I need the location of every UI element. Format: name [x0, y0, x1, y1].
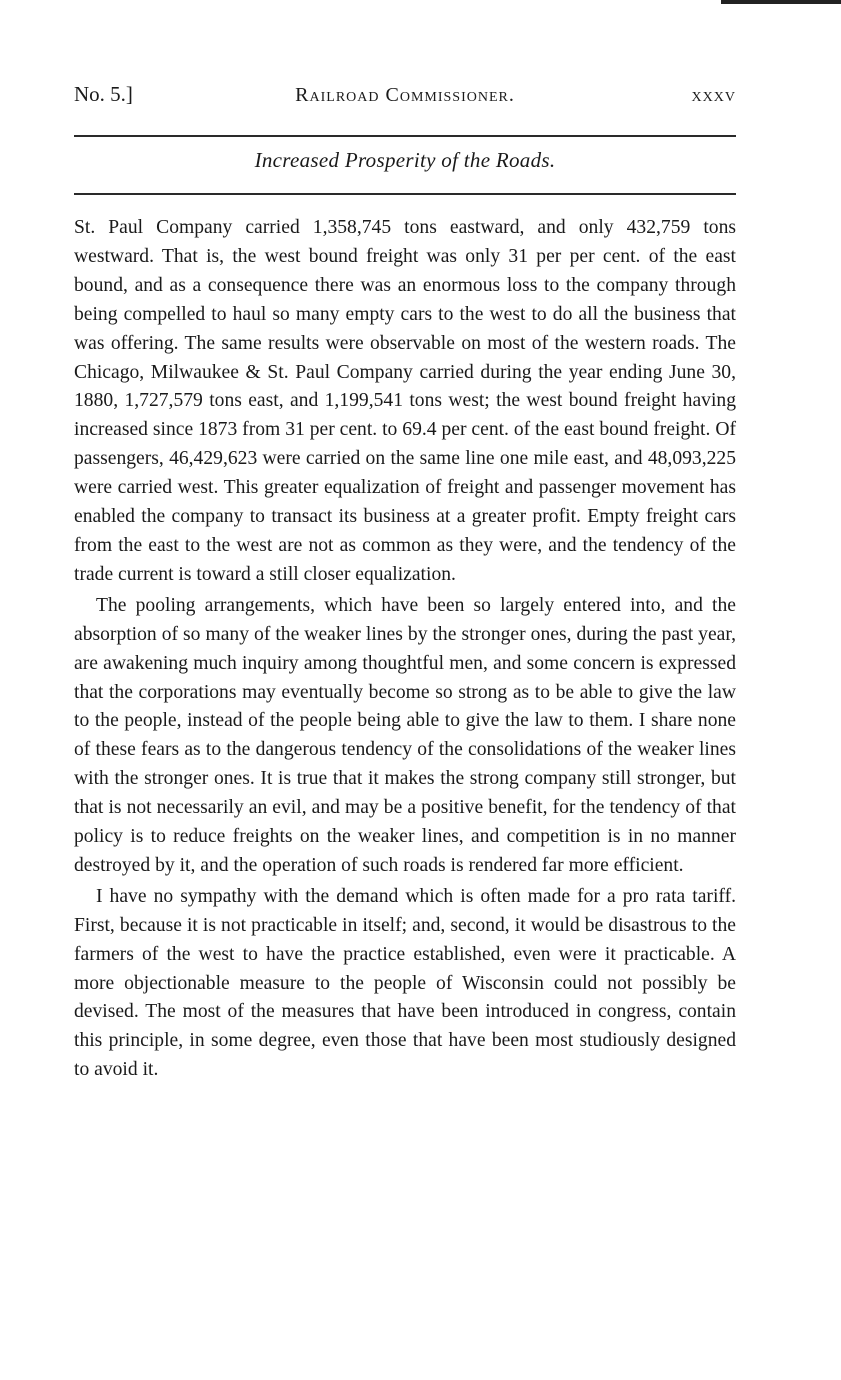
page-header	[74, 82, 736, 112]
running-title: Railroad Commissioner.	[295, 84, 515, 106]
paragraph-3: I have no sympathy with the demand which is often made for a pro rata tariff. First, because it is not practicable in itself; and, second, it would be disastrous to the farmers of the west to have the practice established, even were it practicable. A more objectionable measure to the people of Wisconsin could not possibly be devised. The most of the measures that have been introduced in congress, contain this principle, in some degree, even those that have been most studiously designed to avoid it.	[74, 885, 736, 1081]
page-number: xxxv	[691, 84, 736, 106]
header-rule-top	[74, 135, 736, 137]
section-title: Increased Prosperity of the Roads.	[254, 148, 556, 172]
document-number: No. 5.]	[74, 82, 133, 106]
header-rule-bottom	[74, 193, 736, 195]
paragraph-2: The pooling arrangements, which have been so largely entered into, and the absorption of so many of the weaker lines by the stronger ones, during the past year, are awakening much inquiry among thoughtful men, and some concern is expressed that the corporations may eventually become so strong as to be able to give the law to the people, instead of the people being able to give the law to them. I share none of these fears as to the dangerous tendency of the consolidations of the weaker lines with the stronger ones. It is true that it makes the strong company still stronger, but that is not necessarily an evil, and may be a positive benefit, for the tendency of that policy is to reduce freights on the weaker lines, and competition is in no manner destroyed by it, and the operation of such roads is rendered far more efficient.	[74, 594, 736, 876]
paragraph-1: St. Paul Company carried 1,358,745 tons eastward, and only 432,759 tons westward. That is, the west bound freight was only 31 per per cent. of the east bound, and as a consequence there was an enormous loss to the company through being compelled to haul so many empty cars to the west to do all the business that was offering. The same results were observable on most of the western roads. The Chicago, Milwaukee & St. Paul Company carried during the year ending June 30, 1880, 1,727,579 tons east, and 1,199,541 tons west; the west bound freight having increased since 1873 from 31 per cent. to 69.4 per cent. of the east bound freight. Of passengers, 46,429,623 were carried on the same line one mile east, and 48,093,225 were carried west. This greater equalization of freight and passenger movement has enabled the company to transact its business at a greater profit. Empty freight cars from the east to the west are not as common as they were, and the tendency of the trade current is toward a still closer equalization.	[74, 217, 736, 585]
scan-edge	[721, 0, 841, 4]
body-text	[74, 214, 736, 1087]
